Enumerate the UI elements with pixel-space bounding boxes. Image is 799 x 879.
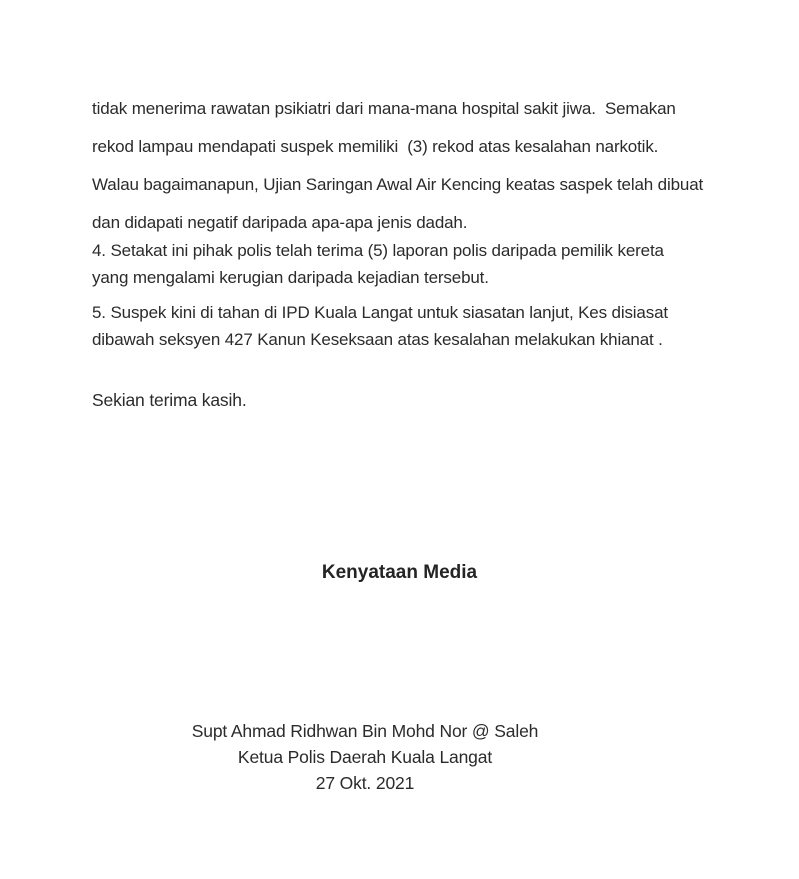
signatory-title: Ketua Polis Daerah Kuala Langat [237, 747, 493, 767]
body-line: 5. Suspek kini di tahan di IPD Kuala Langat untuk siasatan lanjut, Kes disiasat [92, 303, 668, 322]
signatory-name: Supt Ahmad Ridhwan Bin Mohd Nor @ Saleh [191, 721, 539, 741]
body-line: tidak menerima rawatan psikiatri dari mana-mana hospital sakit jiwa. Semakan [92, 99, 676, 118]
body-line: Sekian terima kasih. [92, 390, 247, 410]
body-line: dan didapati negatif daripada apa-apa jenis dadah. [92, 213, 468, 232]
body-line: Walau bagaimanapun, Ujian Saringan Awal Air Kencing keatas saspek telah dibuat [92, 175, 704, 194]
document-heading: Kenyataan Media [321, 562, 478, 583]
closing-line [92, 388, 714, 412]
paragraph-item-5 [92, 299, 714, 353]
signature-block [0, 718, 730, 796]
body-line: rekod lampau mendapati suspek memiliki (3) rekod atas kesalahan narkotik. [92, 137, 659, 156]
body-line: 4. Setakat ini pihak polis telah terima (5) laporan polis daripada pemilik kereta [92, 241, 664, 260]
paragraph-psychiatric-record [92, 90, 714, 242]
signature-date: 27 Okt. 2021 [315, 773, 415, 793]
body-line: dibawah seksyen 427 Kanun Keseksaan atas kesalahan melakukan khianat . [92, 330, 663, 349]
paragraph-item-4 [92, 237, 714, 291]
body-line: yang mengalami kerugian daripada kejadian tersebut. [92, 268, 489, 287]
